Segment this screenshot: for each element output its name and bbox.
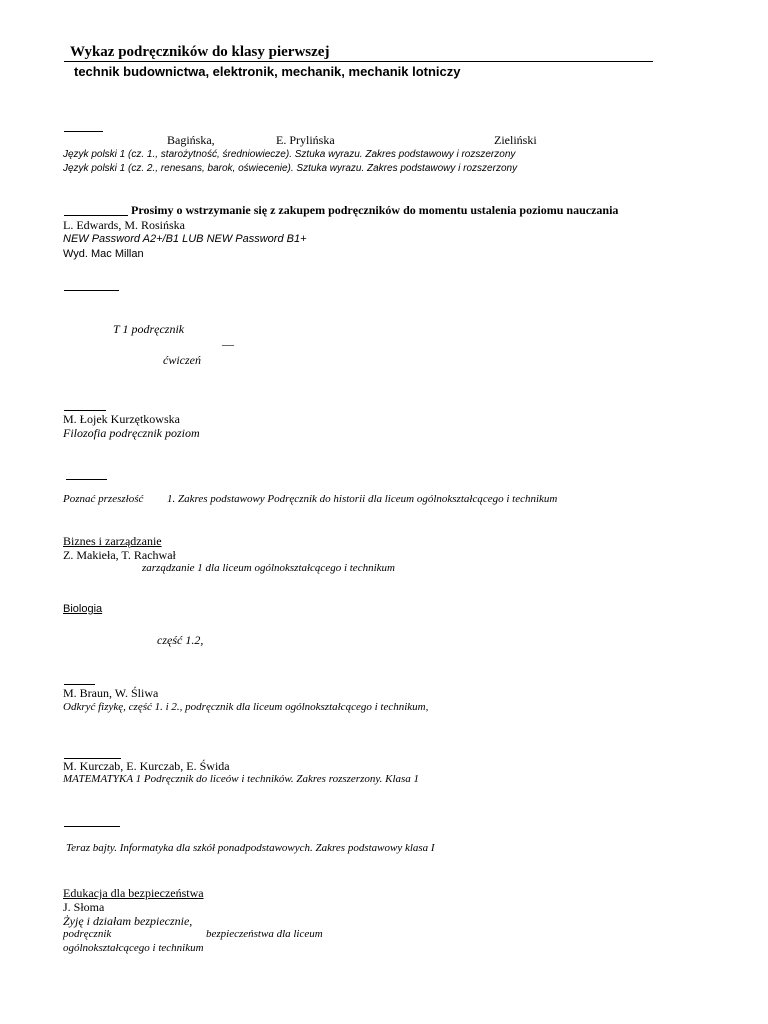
book-title: podręcznik — [63, 928, 112, 940]
author-name: Zieliński — [494, 133, 537, 147]
book-title: Poznać przeszłość — [63, 493, 144, 505]
title-underline — [64, 61, 653, 62]
book-title: MATEMATYKA 1 Podręcznik do liceów i techników. Zakres rozszerzony. Klasa 1 — [63, 773, 420, 785]
exercise-book: ćwiczeń — [163, 353, 201, 367]
subject-blank-line — [64, 684, 95, 685]
book-title: Filozofia podręcznik poziom — [63, 426, 200, 440]
dash-mark: — — [222, 337, 234, 351]
author-name: M. Łojek Kurzętkowska — [63, 412, 180, 426]
purchase-notice: Prosimy o wstrzymanie się z zakupem podręczników do momentu ustalenia poziomu nauczania — [131, 203, 619, 217]
book-title: Odkryć fizykę, część 1. i 2., podręcznik dla liceum ogólnokształcącego i technikum, — [63, 701, 429, 713]
subject-heading: Biznes i zarządzanie — [63, 534, 162, 548]
subject-heading: Biologia — [63, 603, 103, 615]
subject-heading: Edukacja dla bezpieczeństwa — [63, 886, 204, 900]
page-subtitle: technik budownictwa, elektronik, mechanik, mechanik lotniczy — [74, 64, 461, 79]
author-name: Bagińska, — [167, 133, 215, 147]
author-name: M. Braun, W. Śliwa — [63, 686, 159, 700]
publisher: Wyd. Mac Millan — [63, 248, 144, 260]
book-title: Żyję i działam bezpiecznie, — [63, 914, 193, 928]
author-name: Z. Makieła, T. Rachwał — [63, 548, 176, 562]
subject-blank-line — [64, 290, 119, 291]
book-title: T 1 podręcznik — [113, 322, 185, 336]
author-name: M. Kurczab, E. Kurczab, E. Świda — [63, 759, 230, 773]
author-name: L. Edwards, M. Rosińska — [63, 218, 185, 232]
subject-blank-line — [64, 131, 103, 132]
subject-blank-line — [64, 215, 128, 216]
book-title: bezpieczeństwa dla liceum — [206, 928, 323, 940]
author-name: E. Prylińska — [276, 133, 335, 147]
subject-blank-line — [66, 479, 107, 480]
page-title: Wykaz podręczników do klasy pierwszej — [70, 44, 330, 60]
subject-blank-line — [64, 826, 120, 827]
subject-blank-line — [64, 410, 106, 411]
author-name: J. Słoma — [63, 900, 105, 914]
book-title: Język polski 1 (cz. 1., starożytność, średniowiecze). Sztuka wyrazu. Zakres podstawowy i rozszerzony — [63, 149, 516, 160]
book-title: Teraz bajty. Informatyka dla szkół ponadpodstawowych. Zakres podstawowy klasa I — [66, 842, 435, 854]
book-title: 1. Zakres podstawowy Podręcznik do historii dla liceum ogólnokształcącego i technikum — [167, 493, 558, 505]
book-title: Język polski 1 (cz. 2., renesans, barok, oświecenie). Sztuka wyrazu. Zakres podstawowy i rozszerzony — [63, 163, 518, 174]
book-title: ogólnokształcącego i technikum — [63, 942, 204, 954]
book-title: NEW Password A2+/B1 LUB NEW Password B1+ — [63, 233, 307, 245]
book-parts: część 1.2, — [157, 633, 204, 647]
book-title: zarządzanie 1 dla liceum ogólnokształcącego i technikum — [142, 562, 395, 574]
